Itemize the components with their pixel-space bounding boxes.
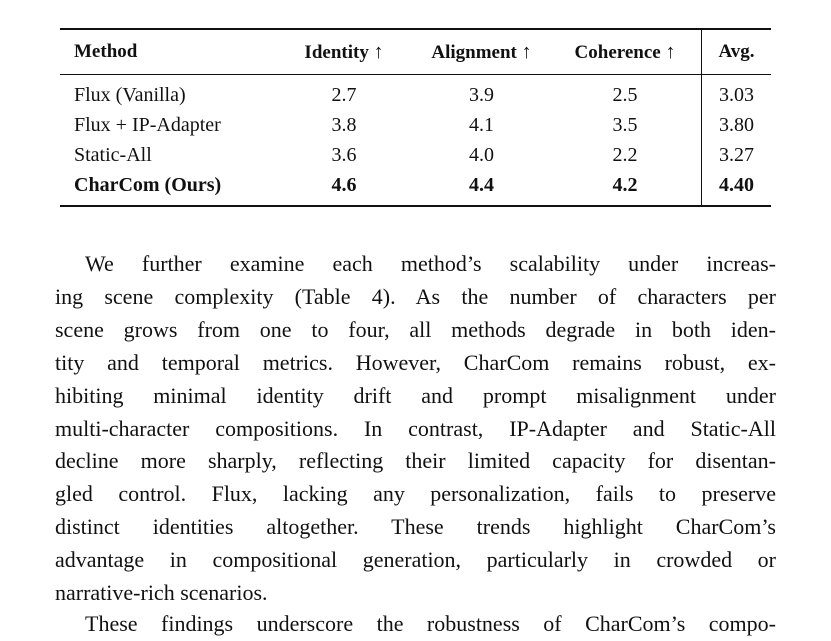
cell-alignment: 3.9 bbox=[469, 83, 494, 106]
table-header-row bbox=[60, 29, 771, 75]
table-row-ours bbox=[60, 170, 771, 206]
paragraph-line: decline more sharply, reflecting their limited capacity for disentan- bbox=[55, 448, 776, 474]
cell-avg: 3.03 bbox=[702, 75, 772, 111]
up-arrow-icon: ↑ bbox=[521, 40, 532, 63]
cell-identity: 4.6 bbox=[331, 173, 357, 196]
cell-identity: 2.7 bbox=[331, 83, 357, 106]
cell-method: Static-All bbox=[74, 143, 152, 166]
paragraph-line: gled control. Flux, lacking any personalization, fails to preserve bbox=[55, 481, 776, 507]
cell-method: Flux (Vanilla) bbox=[74, 83, 186, 106]
cell-coherence: 3.5 bbox=[612, 113, 638, 136]
paragraph-line: narrative-rich scenarios. bbox=[55, 580, 268, 606]
body-paragraph-scalability bbox=[55, 248, 776, 610]
header-avg: Avg. bbox=[702, 29, 772, 75]
up-arrow-icon: ↑ bbox=[373, 40, 384, 63]
results-table-container bbox=[60, 28, 771, 207]
cell-coherence: 2.5 bbox=[612, 83, 638, 106]
paragraph-line: We further examine each method’s scalability under increas- bbox=[85, 251, 776, 276]
paragraph-line: distinct identities altogether. These trends highlight CharCom’s bbox=[55, 514, 776, 540]
up-arrow-icon: ↑ bbox=[665, 40, 676, 63]
cell-identity: 3.8 bbox=[331, 113, 357, 136]
table-row bbox=[60, 110, 771, 140]
cell-method: Flux + IP-Adapter bbox=[74, 113, 221, 136]
paragraph-line: hibiting minimal identity drift and prompt misalignment under bbox=[55, 382, 776, 408]
results-table bbox=[60, 28, 771, 207]
cell-alignment: 4.4 bbox=[469, 173, 494, 196]
paragraph-line: tity and temporal metrics. However, CharCom remains robust, ex- bbox=[55, 349, 776, 375]
table-row bbox=[60, 75, 771, 111]
table-row bbox=[60, 140, 771, 170]
paragraph-line: multi-character compositions. In contrast, IP-Adapter and Static-All bbox=[55, 415, 776, 441]
paragraph-line: These findings underscore the robustness of CharCom’s compo- bbox=[85, 611, 776, 636]
header-identity: Identity ↑ bbox=[274, 29, 414, 75]
cell-avg: 3.27 bbox=[702, 140, 772, 170]
cell-alignment: 4.1 bbox=[469, 113, 494, 136]
cell-avg: 3.80 bbox=[702, 110, 772, 140]
cell-coherence: 2.2 bbox=[612, 143, 638, 166]
cell-alignment: 4.0 bbox=[469, 143, 494, 166]
paragraph-line: ing scene complexity (Table 4). As the number of characters per bbox=[55, 283, 776, 309]
cell-coherence: 4.2 bbox=[612, 173, 638, 196]
header-method: Method bbox=[60, 29, 274, 75]
cell-identity: 3.6 bbox=[331, 143, 357, 166]
header-alignment: Alignment ↑ bbox=[414, 29, 549, 75]
cell-avg: 4.40 bbox=[702, 170, 772, 206]
paragraph-line: scene grows from one to four, all methods degrade in both iden- bbox=[55, 316, 776, 342]
cell-method: CharCom (Ours) bbox=[74, 173, 222, 196]
body-paragraph-findings bbox=[55, 608, 776, 641]
paragraph-line: advantage in compositional generation, particularly in crowded or bbox=[55, 547, 776, 573]
header-coherence: Coherence ↑ bbox=[549, 29, 702, 75]
